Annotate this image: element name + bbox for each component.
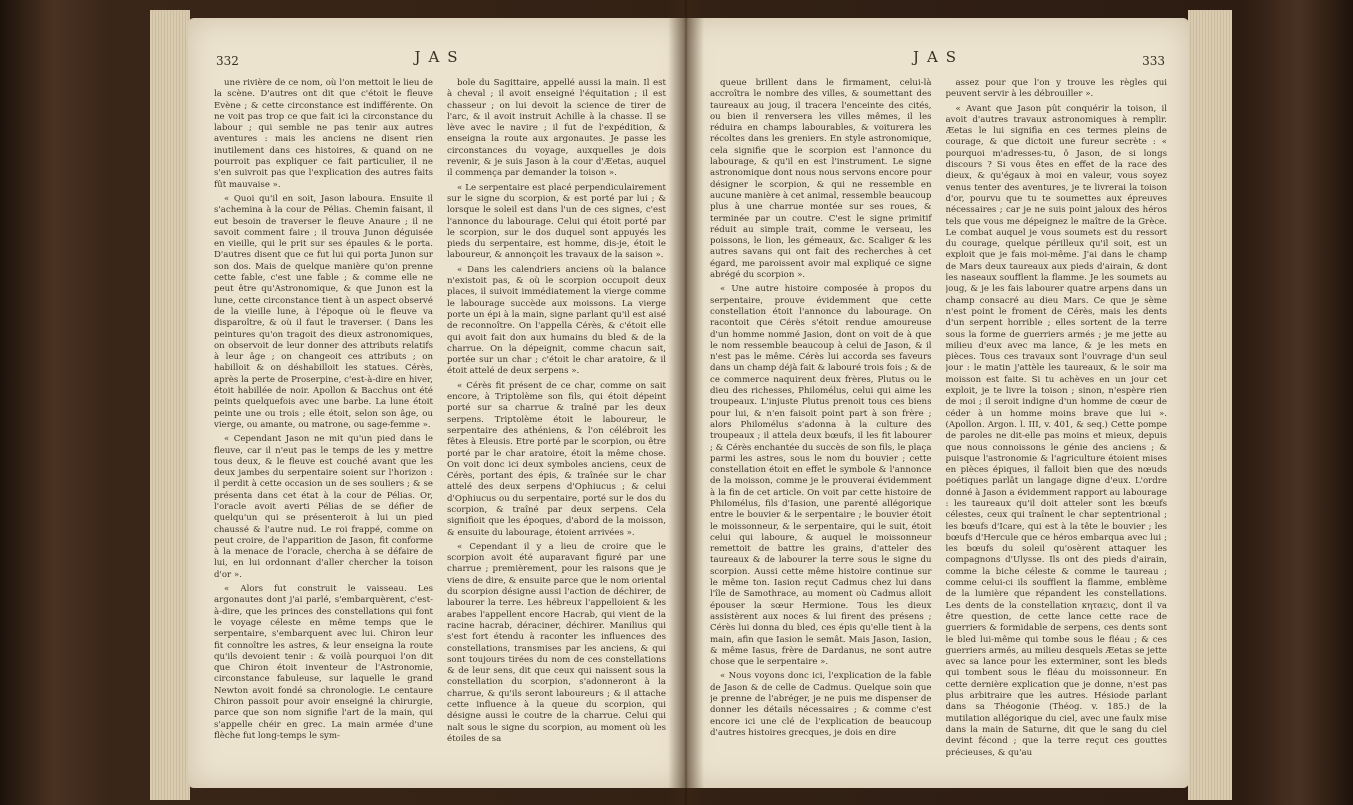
paragraph: assez pour que l'on y trouve les règles qui peuvent servir à les débrouiller ». bbox=[945, 78, 1167, 100]
left-page-column-1 bbox=[214, 78, 433, 774]
page-number: 333 bbox=[1142, 54, 1165, 68]
page-edges-left bbox=[150, 10, 190, 800]
paragraph: « Dans les calendriers anciens où la balance n'existoit pas, & où le scorpion occupoit deux places, il suivoit immédiatement la vierge comme le labourage succède aux moissons. La vierge porte un épi à la main, signe parlant qu'il est aisé de reconnoître. On l'appella Cérès, & c'étoit elle qui avoit fait don aux humains du bled & de la charrue. On la dépeignit, comme chacun sait, portée sur un char ; c'étoit le char aratoire, & il étoit attelé de deux serpens ». bbox=[447, 264, 666, 377]
left-page bbox=[188, 18, 688, 788]
paragraph: « Quoi qu'il en soit, Jason laboura. Ensuite il s'achemina à la cour de Pélias. Chemin faisant, il eut besoin de traverser le fleuve Anaure ; il ne savoit comment faire ; il trouva Junon déguisée en vieille, qui le prit sur ses épaules & le porta. D'autres disent que ce fut lui qui porta Junon sur son dos. Mais de quelque manière qu'on prenne cette fable, c'est une fable ; & comme elle ne peut être qu'Astronomique, & que Junon est la lune, cette circonstance tient à un aspect observé de la vieille lune, à l'époque où le fleuve va disparoître, & où il faut le traverser. ( Dans les peintures qu'on tragoit des dieux astronomiques, on observoit de leur donner des attributs relatifs à leur âge ; on changeoit ces attributs ; on habilloit & on déshabilloit les statues. Cérès, après la perte de Proserpine, c'est-à-dire en hiver, étoit habillée de noir. Apollon & Bacchus ont été peints quelquefois avec une barbe. La lune étoit peinte une ou trois ; elle étoit, selon son âge, ou vierge, ou amante, ou matrone, ou sage-femme ». bbox=[214, 193, 433, 430]
paragraph: « Une autre histoire composée à propos du serpentaire, prouve évidemment que cette constellation étoit l'annonce du labourage. On racontoit que Cérès s'étoit rendue amoureuse d'un homme nommé Jasion, dont on voit de à que le nom ressemble beaucoup à celui de Jason, & il n'est pas le même. Cérès lui accorda ses faveurs dans un champ déjà fait & labouré trois fois ; & de ce commerce naquirent deux frères, Plutus ou le dieu des richesses, Philomélus, celui qui aime les troupeaux. L'injuste Plutus prenoit tous ces biens pour lui, & n'en faisoit point part à son frère ; alors Philomélus s'adonna à la culture des troupeaux ; il attela deux bœufs, il les fit labourer ; & Cérès enchantée du succès de son fils, le plaça parmi les astres, sous le nom du bouvier ; cette constellation étoit en effet le symbole & l'annonce de la moisson, comme je le prouverai évidemment à la fin de cet article. On voit par cette histoire de Philomélus, fils d'Iasion, une parenté allégorique entre le bouvier & le serpentaire ; le bouvier étoit le moissonneur, & le serpentaire, qui le suit, étoit celui qui laboure, & auquel le moissonneur remettoit de battre les grains, d'atteler des taureaux & de labourer la terre sous le signe du scorpion. Aussi cette même histoire continue sur le même ton. Iasion reçut Cadmus chez lui dans l'île de Samothrace, au moment où Cadmus alloit épouser la sœur Hermione. Tous les dieux assistèrent aux noces & lui firent des présens ; Cérès lui donna du bled, ces épis qu'elle tient à la main, afin que Iasion le semât. Mais Jason, Iasion, & même Iasus, frère de Dardanus, ne sont autre chose que le serpentaire ». bbox=[710, 284, 932, 668]
right-page-header bbox=[712, 48, 1165, 70]
running-head: JAS bbox=[414, 48, 466, 66]
paragraph: queue brillent dans le firmament, celui-là accroîtra le nombre des villes, & soumettant des taureaux au joug, il tracera l'enceinte des cités, ou bien il renversera les villes mêmes, il les réduira en champs labourables, & voiturera les récoltes dans les greniers. En style astronomique, cela signifie que le scorpion est l'annonce du labourage, & qu'il en est l'instrument. Le signe astronomique dont nous nous servons encore pour désigner le scorpion, & qui ne ressemble en aucune manière à cet animal, ressemble beaucoup plus à une charrue montée sur ses roues, & terminée par un coutre. C'est le signe primitif réduit au simple trait, comme le verseau, les poissons, le lion, les gémeaux, &c. Scaliger & les autres savans qui ont fait des recherches à cet égard, me paroissent avoir mal expliqué ce signe abrégé du scorpion ». bbox=[710, 78, 932, 281]
right-page-column-2 bbox=[946, 78, 1168, 774]
paragraph: « Nous voyons donc ici, l'explication de la fable de Jason & de celle de Cadmus. Quelque soin que je prenne de l'abréger, je ne puis me dispenser de donner les détails nécessaires ; & comme c'est encore ici une clé de l'explication de beaucoup d'autres histoires grecques, je dois en dire bbox=[710, 671, 932, 738]
paragraph: « Cependant Jason ne mit qu'un pied dans le fleuve, car il n'eut pas le temps de les y mettre tous deux, & le fleuve est couché avant que les deux jambes du serpentaire soient sur l'horizon : il perdit à cette occasion un de ses souliers ; & se présenta dans cet état à la cour de Pélias. Or, l'oracle avoit averti Pélias de se défier de quelqu'un qui se présenteroit à lui un pied chaussé & l'autre nud. Le roi frappé, comme on peut croire, de l'apparition de Jason, fit conforme à la menace de l'oracle, chercha à se défaire de lui, en lui ordonnant d'aller chercher la toison d'or ». bbox=[214, 434, 433, 580]
paragraph: « Cependant il y a lieu de croire que le scorpion avoit été auparavant figuré par une charrue ; premièrement, pour les raisons que je viens de dire, & ensuite parce que le nom oriental du scorpion désigne aussi l'action de déchirer, de labourer la terre. Les hébreux l'appelloient & les arabes l'appellent encore Hacrab, qui vient de la racine hacrab, déraciner, déchirer. Manilius qui s'est fort étendu à raconter les influences des constellations, transmises par les anciens, & qui sont toujours tirées du nom de ces constellations & de leur sens, dit que ceux qui naissent sous la constellation du scorpion, s'adonneront à la charrue, & qu'ils seront laboureurs ; & il attache cette influence à la queue du scorpion, qui désigne aussi le coutre de la charrue. Celui qui naît sous le signe du scorpion, au moment où les étoiles de sa bbox=[447, 541, 666, 744]
right-page-column-1 bbox=[710, 78, 932, 774]
page-number: 332 bbox=[216, 54, 239, 68]
page-edges-right bbox=[1188, 10, 1232, 800]
right-page bbox=[684, 18, 1189, 788]
paragraph: bole du Sagittaire, appellé aussi la main. Il est à cheval ; il avoit enseigné l'équitation ; il est chasseur ; on lui devoit la science de tirer de l'arc, & il avoit instruit Achille à la chasse. Il se lève avec le navire ; il fut de l'expédition, & enseigna la route aux argonautes. Je passe les circonstances du voyage, auxquelles je dois revenir, & je suis Jason à la cour d'Æetas, auquel il commença par demander la toison ». bbox=[447, 78, 666, 179]
paragraph: « Alors fut construit le vaisseau. Les argonautes dont j'ai parlé, s'embarquèrent, c'est-à-dire, que les princes des constellations qui font le voyage céleste en même temps que le serpentaire, s'embarquent avec lui. Chiron leur fit connoître les astres, & leur enseigna la route qu'ils devoient tenir : & voilà pourquoi l'on dit que Chiron étoit inventeur de l'Astronomie, circonstance fabuleuse, sur laquelle le grand Newton avoit fondé sa chronologie. Le centaure Chiron passoit pour avoir enseigné la chirurgie, parce que son nom signifie l'art de la main, qui s'appelle chéir en grec. La main armée d'une flèche fut long-temps le sym- bbox=[214, 584, 433, 741]
paragraph: « Cérès fit présent de ce char, comme on sait encore, à Triptolème son fils, qui étoit dépeint porté sur sa charrue & traîné par les deux serpens. Triptolème étoit le laboureur, le serpentaire des athéniens, & l'on célébroit les fêtes à Eleusis. Etre porté par le scorpion, ou être porté par le char aratoire, étoit la même chose. On voit donc ici deux symboles anciens, ceux de Cérès, portant des épis, & traînée sur le char attelé des deux serpens d'Ophiucus ; & celui d'Ophiucus ou du serpentaire, porté sur le dos du scorpion, & traîné par deux serpens. Cela signifioit que les époques, d'abord de la moisson, & ensuite du labourage, étoient arrivées ». bbox=[447, 380, 666, 538]
left-page-column-2 bbox=[447, 78, 666, 774]
paragraph: « Le serpentaire est placé perpendiculairement sur le signe du scorpion, & est porté par lui ; & lorsque le soleil est dans l'un de ces signes, c'est l'annonce du labourage. Celui qui étoit porté par le scorpion, sur le dos duquel sont appuyés les pieds du serpentaire, est homme, dis-je, étoit le laboureur, & annonçoit les travaux de la saison ». bbox=[447, 182, 666, 261]
left-page-header bbox=[216, 48, 664, 70]
running-head: JAS bbox=[912, 48, 965, 66]
paragraph: une rivière de ce nom, où l'on mettoit le lieu de la scène. D'autres ont dit que c'étoit le fleuve Evène ; & cette circonstance est indifférente. On ne voit pas trop ce que fait ici la circonstance du labour ; qui semble ne pas tenir aux autres aventures : mais les anciens ne disent rien inutilement dans ces histoires, & quand on ne pourroit pas expliquer ce fait particulier, il ne s'en suivroit pas que l'explication des autres faits fût mauvaise ». bbox=[214, 78, 433, 190]
paragraph: « Avant que Jason pût conquérir la toison, il avoit d'autres travaux astronomiques à remplir. Æetas le lui signifia en ces termes pleins de courage, & que dictoit une fureur secrète : « pourquoi m'adresses-tu, ô Jason, de si longs discours ? Si vous êtes en effet de la race des dieux, & qu'égaux à moi en valeur, vous soyez venus tenter des aventures, je te livrerai la toison d'or, pourvu que tu te soumettes aux épreuves nécessaires ; car je ne suis point jaloux des héros tels que vous me dépeignez le maître de la Grèce. Le combat auquel je vous soumets est du ressort du courage, quelque périlleux qu'il soit, est un exploit que je fais moi-même. J'ai dans le champ de Mars deux taureaux aux pieds d'airain, & dont les naseaux soufflent la flamme. Je les soumets au joug, & je les fais labourer quatre arpens dans un champ consacré au dieu Mars. Ce que je sème n'est point le froment de Cérès, mais les dents d'un serpent horrible ; elles sortent de la terre sous la forme de guerriers armés ; je me jette au milieu d'eux avec ma lance, & je les mets en pièces. Tous ces travaux sont l'ouvrage d'un seul jour : le matin j'attèle les taureaux, & le soir ma moisson est faite. Si tu achèves en un jour cet exploit, je te livre la toison ; sinon, n'espère rien de moi ; il seroit indigne d'un homme de cœur de céder à un homme moins brave que lui ». (Apollon. Argon. l. III, v. 401, & seq.) Cette pompe de paroles ne dit-elle pas moins et mieux, depuis que nous connoissons le génie des anciens ; & puisque l'astronomie & l'agriculture étoient mises en pièces épiques, il falloit bien que des nœuds poétiques parlât un langage digne d'eux. L'ordre donné à Jason a évidemment rapport au labourage : les taureaux qu'il doit atteler sont les bœufs célestes, ceux qui traînent le char septentrional ; les bœufs d'Icare, qui est à la tête le bouvier ; les bœufs d'Hercule que ce héros embarqua avec lui ; les bœufs du soleil qu'osèrent attaquer les compagnons d'Ulysse. Ils ont des pieds d'airain, comme la biche céleste & comme le taureau ; comme celui-ci ils soufflent la flamme, emblème de la lumière que répandent les constellations. Les dents de la constellation κηταεις, dont il va être question, de cette lance cette race de guerriers & formidable de serpens, ces dents sont le bled lui-même qui tombe sous le fléau ; & ces guerriers armés, au milieu desquels Æetas se jette avec sa lance pour les exterminer, sont les bleds qui tombent sous le fléau du moissonneur. En cette dernière explication que je donne, n'est pas plus arbitraire que les autres. Hésiode parlant dans sa Théogonie (Théog. v. 185.) de la mutilation allégorique du ciel, avec une faulx mise dans la main de Saturne, dit que le sang du ciel devint fécond ; que la terre reçut ces gouttes précieuses, & qu'au bbox=[945, 103, 1167, 758]
book-spine bbox=[668, 0, 704, 805]
